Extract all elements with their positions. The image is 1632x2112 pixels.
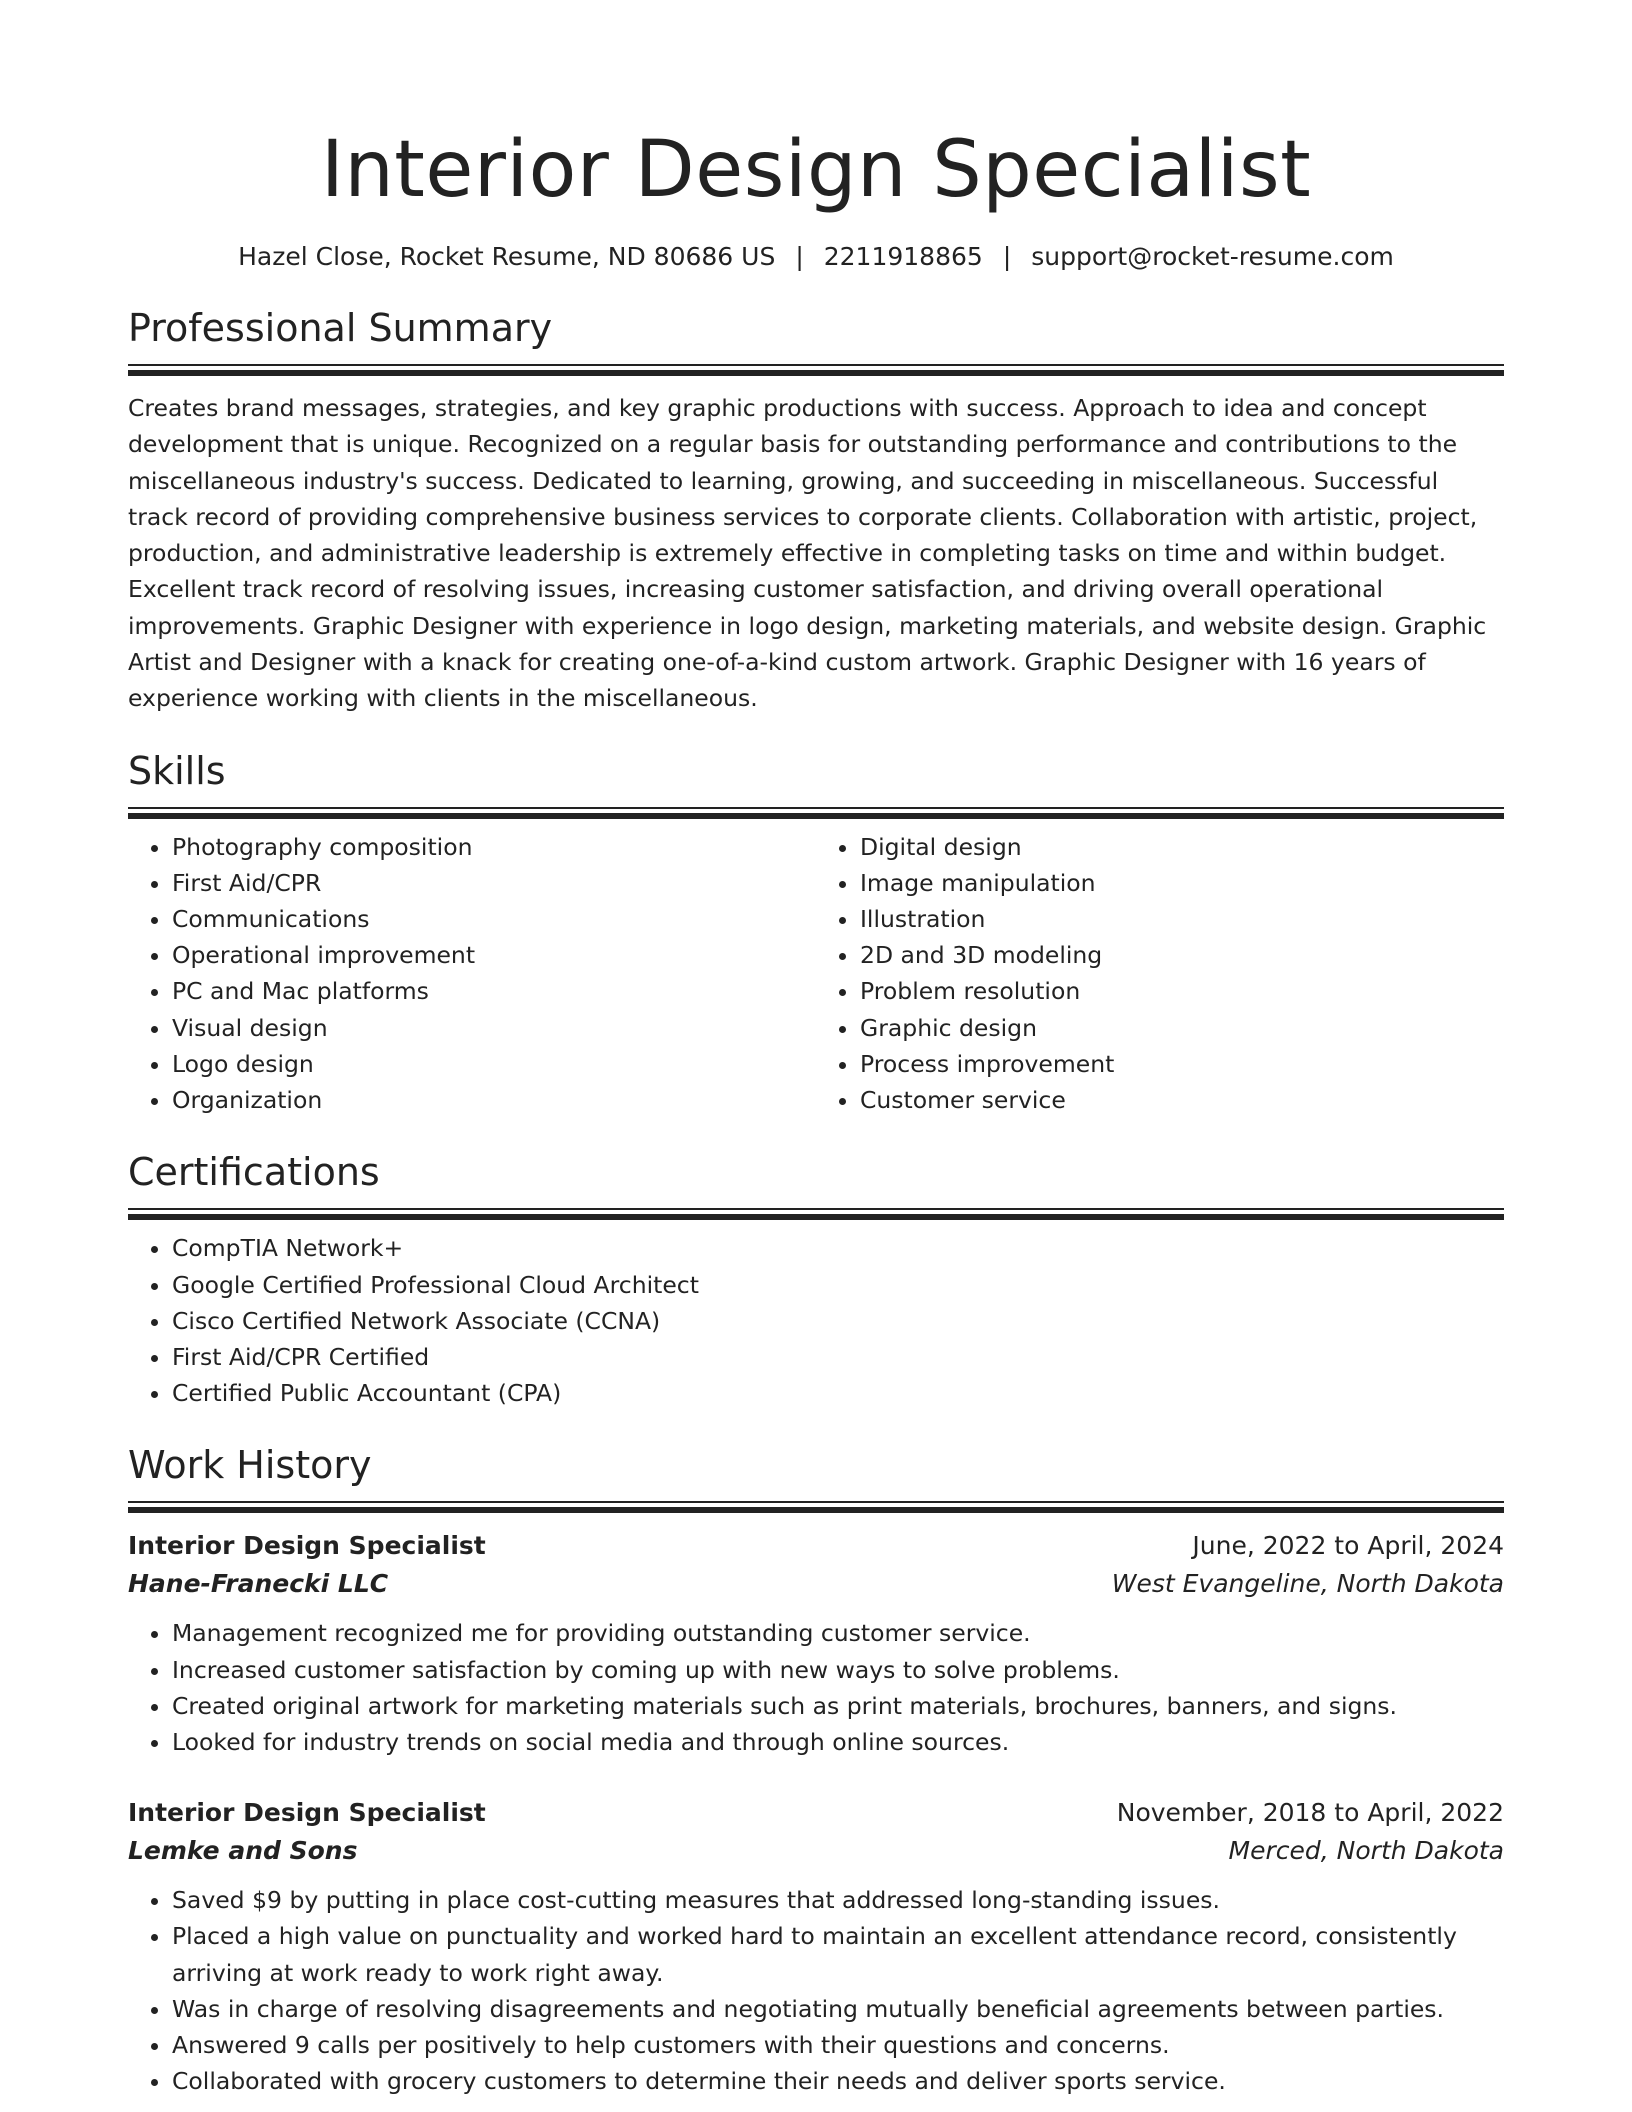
resume-title: Interior Design Specialist xyxy=(320,125,1312,215)
skill-item: • Visual design xyxy=(172,1010,816,1046)
job-duties-list xyxy=(128,1882,1504,2099)
job-duty: • Created original artwork for marketing materials such as print materials, brochures, banners, and signs. xyxy=(172,1688,1504,1724)
job-entry xyxy=(128,1527,1504,1760)
job-company-row xyxy=(128,1832,1504,1870)
section-divider xyxy=(128,1501,1504,1513)
skill-item: • 2D and 3D modeling xyxy=(860,937,1504,973)
section-divider xyxy=(128,364,1504,376)
skills-heading: Skills xyxy=(128,748,226,793)
section-divider xyxy=(128,807,1504,819)
certifications-heading: Certifications xyxy=(128,1150,380,1195)
contact-line xyxy=(128,240,1504,274)
job-location: West Evangeline, North Dakota xyxy=(1111,1569,1504,1599)
job-duties-list xyxy=(128,1615,1504,1760)
skill-item: • Customer service xyxy=(860,1082,1504,1118)
job-duty: • Was in charge of resolving disagreements and negotiating mutually beneficial agreements between parties. xyxy=(172,1991,1504,2027)
job-header-row xyxy=(128,1794,1504,1832)
job-dates: November, 2018 to April, 2022 xyxy=(1116,1798,1504,1828)
contact-address: Hazel Close, Rocket Resume, ND 80686 US xyxy=(238,242,776,271)
job-entry xyxy=(128,1794,1504,2099)
job-company: Lemke and Sons xyxy=(128,1836,358,1866)
work-history-heading: Work History xyxy=(128,1443,372,1488)
skill-item: • Photography composition xyxy=(172,829,816,865)
skills-section xyxy=(128,747,1504,1119)
job-duty: • Answered 9 calls per positively to help customers with their questions and concerns. xyxy=(172,2027,1504,2063)
job-duty: • Looked for industry trends on social media and through online sources. xyxy=(172,1724,1504,1760)
job-company: Hane-Franecki LLC xyxy=(128,1569,389,1599)
skill-item: • Operational improvement xyxy=(172,937,816,973)
skills-columns xyxy=(128,829,1504,1119)
skill-item: • Organization xyxy=(172,1082,816,1118)
skill-item: • First Aid/CPR xyxy=(172,865,816,901)
skill-item: • Logo design xyxy=(172,1046,816,1082)
contact-separator: | xyxy=(795,242,804,271)
skill-item: • Digital design xyxy=(860,829,1504,865)
summary-text: Creates brand messages, strategies, and key graphic productions with success. Approach to idea and concept development that is unique. Recognized on a regular basis for outstanding performance and contributions to the miscellaneous industry's success. Dedicated to learning, growing, and succeeding in miscellaneous. Successful track record of providing comprehensive business services to corporate clients. Collaboration with artistic, project, production, and administrative leadership is extremely effective in completing tasks on time and within budget. Excellent track record of resolving issues, increasing customer satisfaction, and driving overall operational improvements. Graphic Designer with experience in logo design, marketing materials, and website design. Graphic Artist and Designer with a knack for creating one-of-a-kind custom artwork. Graphic Designer with 16 years of experience working with clients in the miscellaneous. xyxy=(128,394,1487,713)
job-title: Interior Design Specialist xyxy=(128,1798,486,1828)
work-history-section xyxy=(128,1441,1504,2099)
job-duty: • Placed a high value on punctuality and worked hard to maintain an excellent attendance record, consistently arriving at work ready to work right away. xyxy=(172,1918,1504,1990)
skill-item: • Illustration xyxy=(860,901,1504,937)
section-divider xyxy=(128,1208,1504,1220)
job-duty: • Saved $9 by putting in place cost-cutting measures that addressed long-standing issues. xyxy=(172,1882,1504,1918)
certification-item: • Cisco Certified Network Associate (CCNA) xyxy=(172,1303,1504,1339)
job-header-row xyxy=(128,1527,1504,1565)
summary-heading: Professional Summary xyxy=(128,306,553,350)
contact-separator: | xyxy=(1002,242,1012,271)
job-duty: • Management recognized me for providing outstanding customer service. xyxy=(172,1615,1504,1651)
certification-item: • First Aid/CPR Certified xyxy=(172,1339,1504,1375)
skills-list-right xyxy=(816,829,1504,1119)
certification-item: • Certified Public Accountant (CPA) xyxy=(172,1375,1504,1411)
contact-phone: 2211918865 xyxy=(823,242,983,271)
skill-item: • Problem resolution xyxy=(860,973,1504,1009)
skill-item: • Process improvement xyxy=(860,1046,1504,1082)
skill-item: • Graphic design xyxy=(860,1010,1504,1046)
certification-item: • Google Certified Professional Cloud Architect xyxy=(172,1267,1504,1303)
certifications-section xyxy=(128,1148,1504,1411)
certification-item: • CompTIA Network+ xyxy=(172,1230,1504,1266)
job-duty: • Increased customer satisfaction by coming up with new ways to solve problems. xyxy=(172,1652,1504,1688)
skills-list-left xyxy=(128,829,816,1119)
skill-item: • PC and Mac platforms xyxy=(172,973,816,1009)
job-dates: June, 2022 to April, 2024 xyxy=(1192,1531,1504,1561)
summary-section xyxy=(128,304,1504,717)
contact-email: support@rocket-resume.com xyxy=(1031,242,1394,271)
skill-item: • Communications xyxy=(172,901,816,937)
certifications-list xyxy=(128,1230,1504,1411)
job-title: Interior Design Specialist xyxy=(128,1531,486,1561)
skill-item: • Image manipulation xyxy=(860,865,1504,901)
job-duty: • Collaborated with grocery customers to determine their needs and deliver sports service. xyxy=(172,2063,1504,2099)
job-location: Merced, North Dakota xyxy=(1228,1836,1504,1866)
job-company-row xyxy=(128,1565,1504,1603)
